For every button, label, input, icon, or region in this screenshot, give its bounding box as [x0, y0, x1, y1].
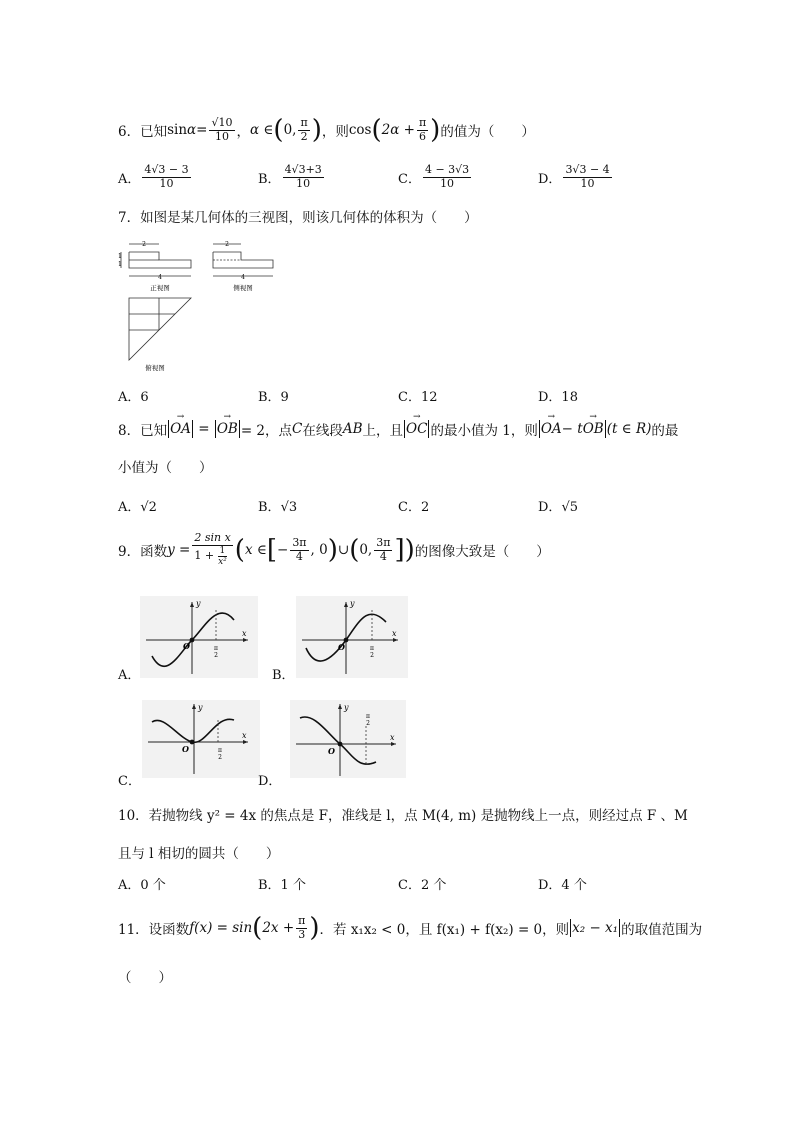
option-label: D． [538, 171, 562, 187]
x-arrow [243, 638, 248, 642]
q11-three: 3 [298, 927, 306, 941]
q9-fden-a: 1 + [194, 549, 215, 563]
q9-i2a: 0, [359, 542, 373, 558]
q9-fnum: 2 sin x [194, 531, 231, 545]
q6-frac-den: 10 [214, 129, 229, 143]
origin-dot [190, 740, 195, 745]
abs-bar [404, 420, 405, 438]
q8-option-b[interactable] [258, 496, 297, 515]
graph-a-svg [140, 596, 258, 678]
q9-i2-four: 4 [379, 549, 387, 563]
q9-label-a[interactable]: A． [118, 668, 141, 683]
q9-i1-close: ) [327, 535, 338, 565]
q6-sin: sin [167, 122, 188, 138]
vector-oa: → OA [170, 421, 191, 437]
option-label: D． [538, 500, 562, 515]
q6-cos-paren-open: ( [371, 115, 382, 145]
origin-label: O [182, 744, 189, 754]
option-frac [142, 164, 190, 190]
q11-paren-close: ) [309, 913, 320, 943]
q9-bracket-close: ] [394, 535, 405, 565]
q6-eq: = [196, 122, 208, 138]
q11-stem [118, 908, 702, 948]
q9-stem [118, 528, 550, 572]
q9-domain: x ∈ [244, 542, 267, 558]
q9-graph-b[interactable] [296, 596, 408, 678]
vector-ob: → OB [217, 421, 238, 437]
q6-paren-close: ) [311, 115, 322, 145]
y-arrow [192, 704, 196, 709]
q11-number: 11．设函数 [118, 922, 190, 938]
two-label: 2 [218, 754, 222, 761]
y-arrow [338, 704, 342, 709]
q9-graph-d[interactable] [290, 700, 406, 778]
q6-paren-open: ( [273, 115, 284, 145]
q9-paren-close: ) [404, 535, 415, 565]
two-label: 2 [214, 652, 218, 659]
q8-stem-line2: 小值为（ ） [118, 460, 213, 476]
x-arrow [243, 740, 248, 744]
pi-label: π [214, 645, 218, 652]
q6-domain: α ∈ [250, 122, 274, 138]
q11-arg: 2x + [262, 920, 295, 936]
q11-pi: π [298, 913, 306, 927]
q6-then: ，则 [321, 124, 349, 140]
q10-option-d[interactable]: D．4 个 [538, 878, 587, 893]
option-label: B． [258, 500, 281, 515]
option-frac [563, 164, 611, 190]
abs-bar [539, 420, 540, 438]
dim-front-4: 4 [158, 274, 162, 281]
option-value: √3 [280, 500, 298, 515]
q9-i2-pi: 3π [376, 535, 391, 549]
dim-side-2: 2 [225, 241, 229, 248]
option-den: 10 [580, 176, 595, 190]
q9-inner-num: 1 [219, 545, 226, 556]
q6-comma: ， [236, 124, 250, 140]
two-label: 2 [370, 652, 374, 659]
option-num: 4√3 − 3 [144, 163, 189, 176]
y-label: y [350, 599, 355, 608]
q9-i1b: , 0 [310, 542, 328, 558]
q9-graph-a[interactable] [140, 596, 258, 678]
q11-stem-line2: （ ） [118, 970, 172, 986]
side-view-label: 侧视图 [233, 284, 253, 292]
q6-option-b[interactable] [258, 164, 326, 190]
q10-option-b[interactable]: B．1 个 [258, 878, 306, 893]
option-value: 2 [420, 500, 430, 515]
q6-arg-pi: π [418, 115, 427, 129]
y-label: y [198, 703, 203, 712]
q9-tail: 的图像大致是（ ） [414, 544, 550, 560]
option-label: A． [118, 171, 141, 187]
graph-c-svg [142, 700, 260, 778]
abs-bar [192, 420, 193, 438]
y-arrow [344, 602, 348, 607]
x-label: x [392, 629, 397, 638]
q8-option-a[interactable] [118, 496, 157, 515]
q9-graph-c[interactable] [142, 700, 260, 778]
origin-label: O [338, 642, 345, 652]
curve [152, 719, 234, 742]
q6-option-a[interactable] [118, 164, 193, 190]
vector-oa-2: → OA [541, 421, 562, 437]
q6-cos: cos [348, 122, 372, 138]
option-frac [283, 164, 324, 190]
top-view-label: 俯视图 [145, 364, 165, 372]
origin-dot [338, 742, 343, 747]
q9-number: 9．函数 [118, 544, 168, 560]
pi-label: π [218, 747, 222, 754]
q11-mid: ．若 x₁x₂ < 0，且 f(x₁) + f(x₂) = 0，则 [319, 922, 570, 938]
q9-label-d[interactable]: D． [258, 774, 282, 789]
option-den: 10 [440, 176, 455, 190]
q9-i2-frac [374, 537, 392, 563]
dim-front-1a: 1 [118, 253, 122, 260]
option-num: 4 − 3√3 [424, 163, 470, 176]
q9-i1-four: 4 [295, 549, 303, 563]
q8-eq: = [193, 421, 214, 437]
q9-fraction [192, 532, 232, 567]
y-arrow [190, 602, 194, 607]
vector-oc: → OC [406, 421, 427, 437]
abs-bar [428, 420, 429, 438]
q10-stem-line1: 10．若抛物线 y² = 4x 的焦点是 F，准线是 l，点 M(4, m) 是抛物线上一点，则经过点 F 、M [118, 808, 688, 824]
dim-front-2: 2 [142, 241, 146, 248]
q8-option-c[interactable] [398, 496, 429, 515]
origin-label: O [183, 641, 190, 651]
q8-ab: AB [342, 421, 363, 437]
abs-bar [215, 420, 216, 438]
curve [300, 717, 376, 764]
q6-arg-six: 6 [419, 129, 427, 143]
pi-label: π [366, 713, 370, 720]
q8-on-seg: 在线段 [302, 423, 343, 439]
q9-fden [192, 546, 232, 568]
q11-tail: 的取值范围为 [621, 922, 703, 938]
dim-side-4: 4 [241, 274, 245, 281]
abs-bar [239, 420, 240, 438]
option-frac [423, 164, 471, 190]
q8-point-c: C [292, 421, 303, 437]
q9-i1-frac [290, 537, 308, 563]
q6-cos-paren-close: ) [430, 115, 441, 145]
x-label: x [390, 733, 395, 742]
q8-min-text: 的最小值为 1，则 [430, 423, 538, 439]
q9-i1-pi: 3π [292, 535, 307, 549]
abs-bar [168, 420, 169, 438]
q6-alpha: α [187, 122, 197, 138]
q6-interval-a: 0, [283, 122, 297, 138]
q8-stem [118, 416, 678, 442]
top-view [129, 298, 191, 360]
q7-option-c[interactable]: C．12 [398, 390, 438, 405]
x-arrow [391, 742, 396, 746]
origin-label: O [328, 746, 335, 756]
option-value: √2 [140, 500, 157, 515]
q9-label-b[interactable]: B． [272, 668, 295, 683]
abs-bar [619, 919, 620, 937]
q9-i1a: − [277, 542, 289, 558]
q7-three-view-figure [115, 236, 295, 372]
q9-label-c[interactable]: C． [118, 774, 141, 789]
q6-number: 6．已知 [118, 124, 168, 140]
front-view-label: 正视图 [150, 284, 170, 292]
q6-option-d[interactable] [538, 164, 614, 190]
y-label: y [344, 703, 349, 712]
option-label: B． [258, 171, 281, 187]
q9-i2-open: ( [349, 535, 360, 565]
q11-frac [296, 915, 307, 941]
option-den: 10 [159, 176, 174, 190]
option-label: C． [398, 171, 421, 187]
origin-dot [190, 638, 195, 643]
q7-option-d[interactable]: D．18 [538, 390, 578, 405]
q7-stem: 7．如图是某几何体的三视图，则该几何体的体积为（ ） [118, 210, 478, 226]
q9-inner-den: x² [218, 557, 227, 568]
y-label: y [196, 599, 201, 608]
q11-paren-open: ( [252, 913, 263, 943]
q6-int-two: 2 [300, 129, 308, 143]
graph-b-svg [296, 596, 408, 678]
option-num: 4√3+3 [284, 163, 322, 176]
q9-bracket-open: [ [266, 535, 277, 565]
dim-front-1b: 1 [118, 261, 122, 268]
q8-minus-t: − t [561, 421, 583, 437]
q9-union: ∪ [337, 542, 350, 558]
q6-option-c[interactable] [398, 164, 473, 190]
q8-cond: (t ∈ R) [606, 421, 652, 437]
q9-y: y = [167, 542, 191, 558]
option-den: 10 [296, 176, 311, 190]
q8-eq2: = 2，点 [240, 423, 293, 439]
graph-d-svg [290, 700, 406, 778]
q6-arg-frac [417, 117, 428, 143]
q6-arg: 2α + [381, 122, 415, 138]
q6-stem [118, 110, 535, 150]
q8-number: 8．已知 [118, 423, 168, 439]
q8-up: 上，且 [362, 423, 404, 439]
q6-fraction [209, 117, 234, 143]
q11-fx: f(x) = sin [189, 920, 253, 936]
option-label: A． [118, 500, 141, 515]
option-value: √5 [561, 500, 578, 515]
q8-tail: 的最 [651, 423, 679, 439]
q9-paren-open: ( [234, 535, 245, 565]
option-num: 3√3 − 4 [565, 163, 610, 176]
two-label: 2 [366, 720, 370, 727]
x-label: x [242, 629, 247, 638]
q11-abs: x₂ − x₁ [572, 920, 619, 936]
q6-int-pi: π [300, 115, 308, 129]
q10-option-c[interactable]: C．2 个 [398, 878, 447, 893]
pi-label: π [370, 645, 374, 652]
q7-option-a[interactable]: A．6 [118, 390, 149, 405]
abs-bar [605, 420, 606, 438]
side-view [213, 244, 273, 276]
x-arrow [393, 638, 398, 642]
q10-stem-line2: 且与 l 相切的圆共（ ） [118, 846, 280, 862]
q6-interval-frac [298, 117, 309, 143]
q10-option-a[interactable]: A．0 个 [118, 878, 166, 893]
q8-option-d[interactable] [538, 496, 578, 515]
q9-inner-frac [216, 546, 229, 568]
q6-tail: 的值为（ ） [440, 124, 535, 140]
option-label: C． [398, 500, 421, 515]
q6-frac-num: √10 [211, 115, 233, 129]
q7-option-b[interactable]: B．9 [258, 390, 289, 405]
front-view [121, 244, 191, 276]
x-label: x [242, 731, 247, 740]
abs-bar [570, 919, 571, 937]
vector-ob-2: → OB [583, 421, 604, 437]
